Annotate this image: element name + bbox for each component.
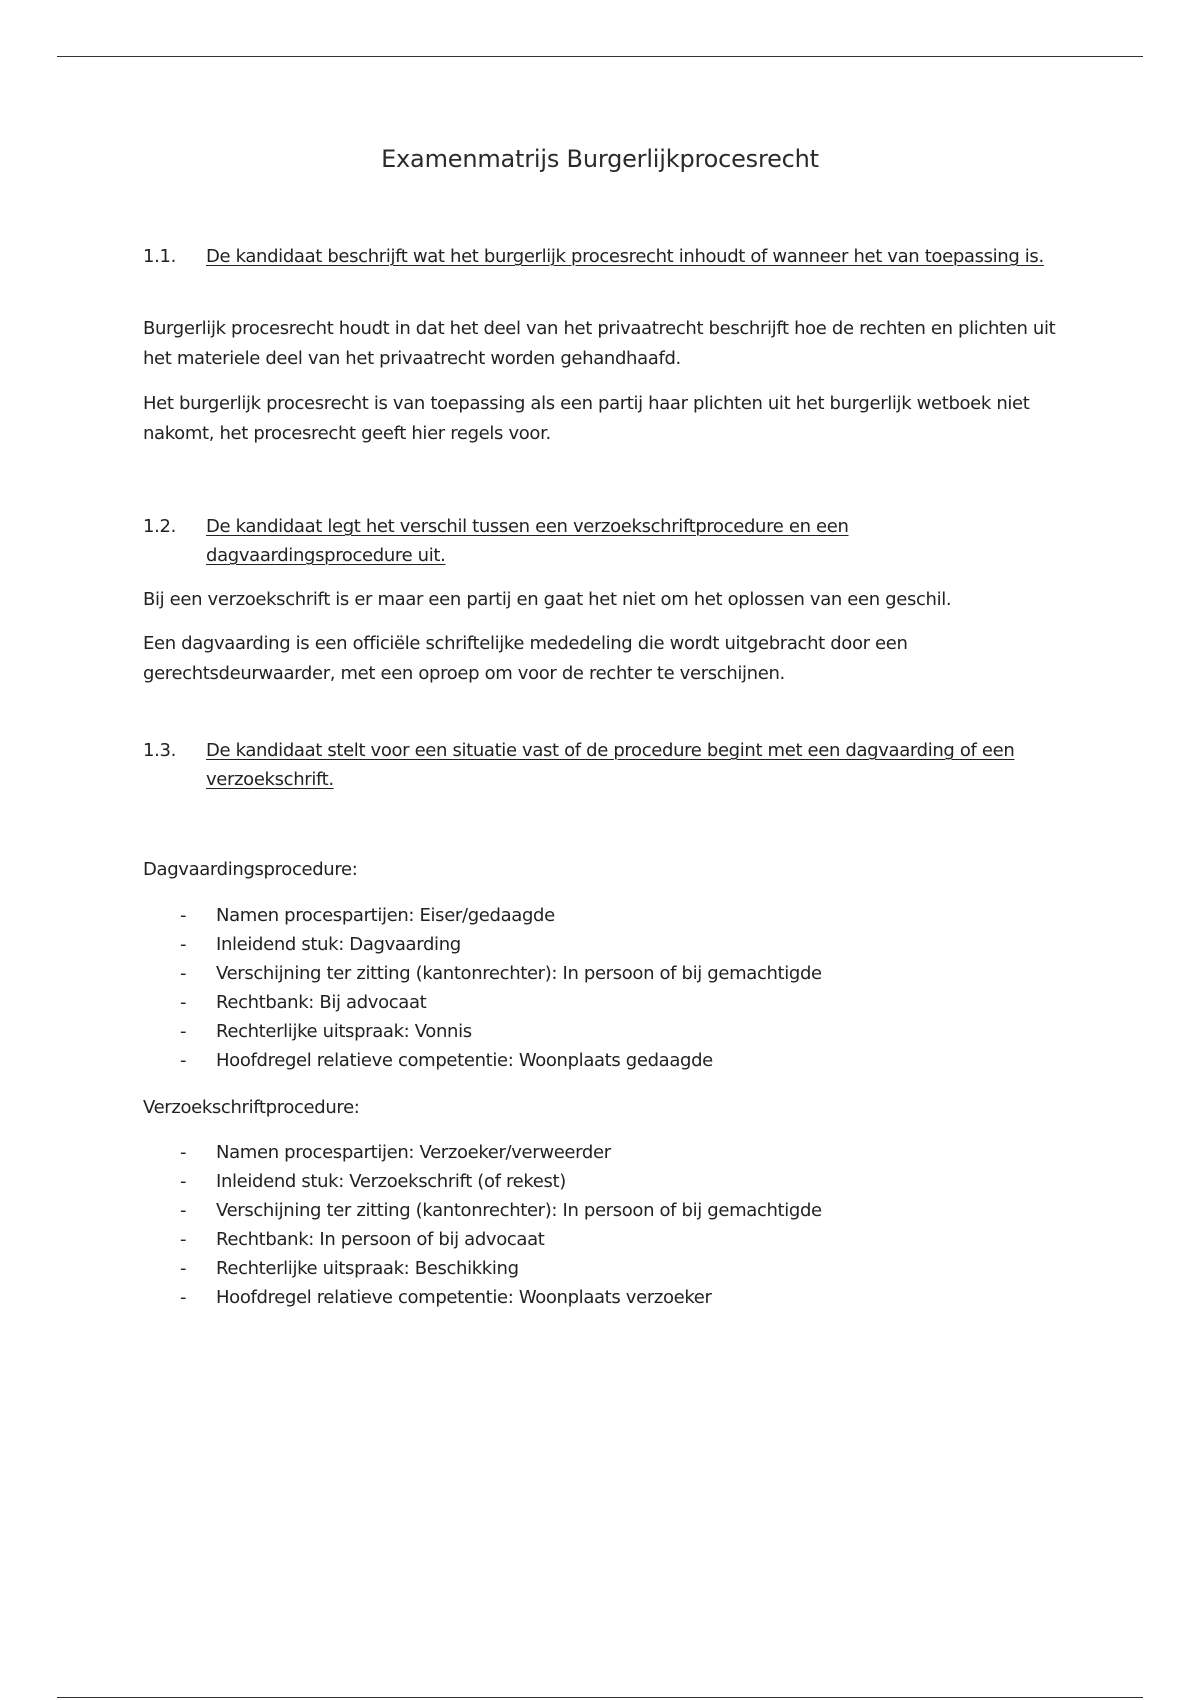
- dash-bullet: -: [180, 1200, 187, 1221]
- list-item: [143, 1017, 1063, 1046]
- list-item: [143, 1254, 1063, 1283]
- list-item: [143, 1225, 1063, 1254]
- dash-bullet: -: [180, 963, 187, 984]
- dash-bullet: -: [180, 1258, 187, 1279]
- list-item: [143, 1138, 1063, 1167]
- paragraph: Een dagvaarding is een officiële schriftelijke mededeling die wordt uitgebracht door een gerechtsdeurwaarder, met een oproep om voor de rechter te verschijnen.: [143, 633, 908, 684]
- list-item-text: Verschijning ter zitting (kantonrechter): In persoon of bij gemachtigde: [216, 1200, 822, 1221]
- list-item-text: Rechtbank: Bij advocaat: [216, 992, 427, 1013]
- dash-bullet: -: [180, 992, 187, 1013]
- section-number: 1.1.: [143, 246, 176, 267]
- list-item: [143, 959, 1063, 988]
- list-item: [143, 1046, 1063, 1075]
- list-item: [143, 930, 1063, 959]
- section-number: 1.3.: [143, 740, 176, 761]
- section-heading-1-1: [143, 242, 1063, 271]
- list-item-text: Namen procespartijen: Verzoeker/verweerder: [216, 1142, 611, 1163]
- section-heading-1-3: [143, 736, 1063, 794]
- dash-bullet: -: [180, 1171, 187, 1192]
- list-item: [143, 901, 1063, 930]
- dash-bullet: -: [180, 934, 187, 955]
- section-body-1-1-b: [143, 389, 1063, 449]
- list-item: [143, 1167, 1063, 1196]
- section-number: 1.2.: [143, 516, 176, 537]
- list-item: [143, 1196, 1063, 1225]
- list-item: [143, 988, 1063, 1017]
- bottom-rule: [57, 1697, 1143, 1698]
- section-body-1-2: [143, 585, 1063, 615]
- section-body-1-2-b: [143, 629, 1063, 689]
- paragraph: Burgerlijk procesrecht houdt in dat het deel van het privaatrecht beschrijft hoe de rechten en plichten uit het materiele deel van het privaatrecht worden gehandhaafd.: [143, 318, 1056, 369]
- list-item-text: Hoofdregel relatieve competentie: Woonplaats verzoeker: [216, 1287, 712, 1308]
- section-heading-text: De kandidaat stelt voor een situatie vast of de procedure begint met een dagvaarding of een verzoekschrift.: [206, 740, 1015, 790]
- list-item-text: Inleidend stuk: Dagvaarding: [216, 934, 461, 955]
- dash-bullet: -: [180, 1021, 187, 1042]
- list-item-text: Rechterlijke uitspraak: Beschikking: [216, 1258, 519, 1279]
- list-item-text: Namen procespartijen: Eiser/gedaagde: [216, 905, 555, 926]
- procedure-label-verzoekschrift: Verzoekschriftprocedure:: [143, 1097, 360, 1118]
- procedure-label-dagvaarding: Dagvaardingsprocedure:: [143, 859, 358, 880]
- dash-bullet: -: [180, 1229, 187, 1250]
- dash-bullet: -: [180, 1287, 187, 1308]
- document-title: Examenmatrijs Burgerlijkprocesrecht: [381, 145, 819, 173]
- section-heading-1-2: [143, 512, 1063, 570]
- paragraph: Het burgerlijk procesrecht is van toepassing als een partij haar plichten uit het burgerlijk wetboek niet nakomt, het procesrecht geeft hier regels voor.: [143, 393, 1030, 444]
- dash-bullet: -: [180, 1142, 187, 1163]
- procedure-list-verzoekschrift: [143, 1138, 1063, 1312]
- section-heading-text: De kandidaat beschrijft wat het burgerlijk procesrecht inhoudt of wanneer het van toepassing is.: [206, 246, 1044, 267]
- section-heading-text: De kandidaat legt het verschil tussen een verzoekschriftprocedure en een dagvaardingsprocedure uit.: [206, 516, 849, 566]
- list-item-text: Verschijning ter zitting (kantonrechter): In persoon of bij gemachtigde: [216, 963, 822, 984]
- list-item-text: Rechterlijke uitspraak: Vonnis: [216, 1021, 472, 1042]
- procedure-list-dagvaarding: [143, 901, 1063, 1075]
- dash-bullet: -: [180, 1050, 187, 1071]
- list-item: [143, 1283, 1063, 1312]
- dash-bullet: -: [180, 905, 187, 926]
- section-body-1-1: [143, 314, 1063, 374]
- list-item-text: Hoofdregel relatieve competentie: Woonplaats gedaagde: [216, 1050, 713, 1071]
- top-rule: [57, 56, 1143, 57]
- list-item-text: Inleidend stuk: Verzoekschrift (of rekest): [216, 1171, 566, 1192]
- paragraph: Bij een verzoekschrift is er maar een partij en gaat het niet om het oplossen van een geschil.: [143, 589, 952, 610]
- list-item-text: Rechtbank: In persoon of bij advocaat: [216, 1229, 545, 1250]
